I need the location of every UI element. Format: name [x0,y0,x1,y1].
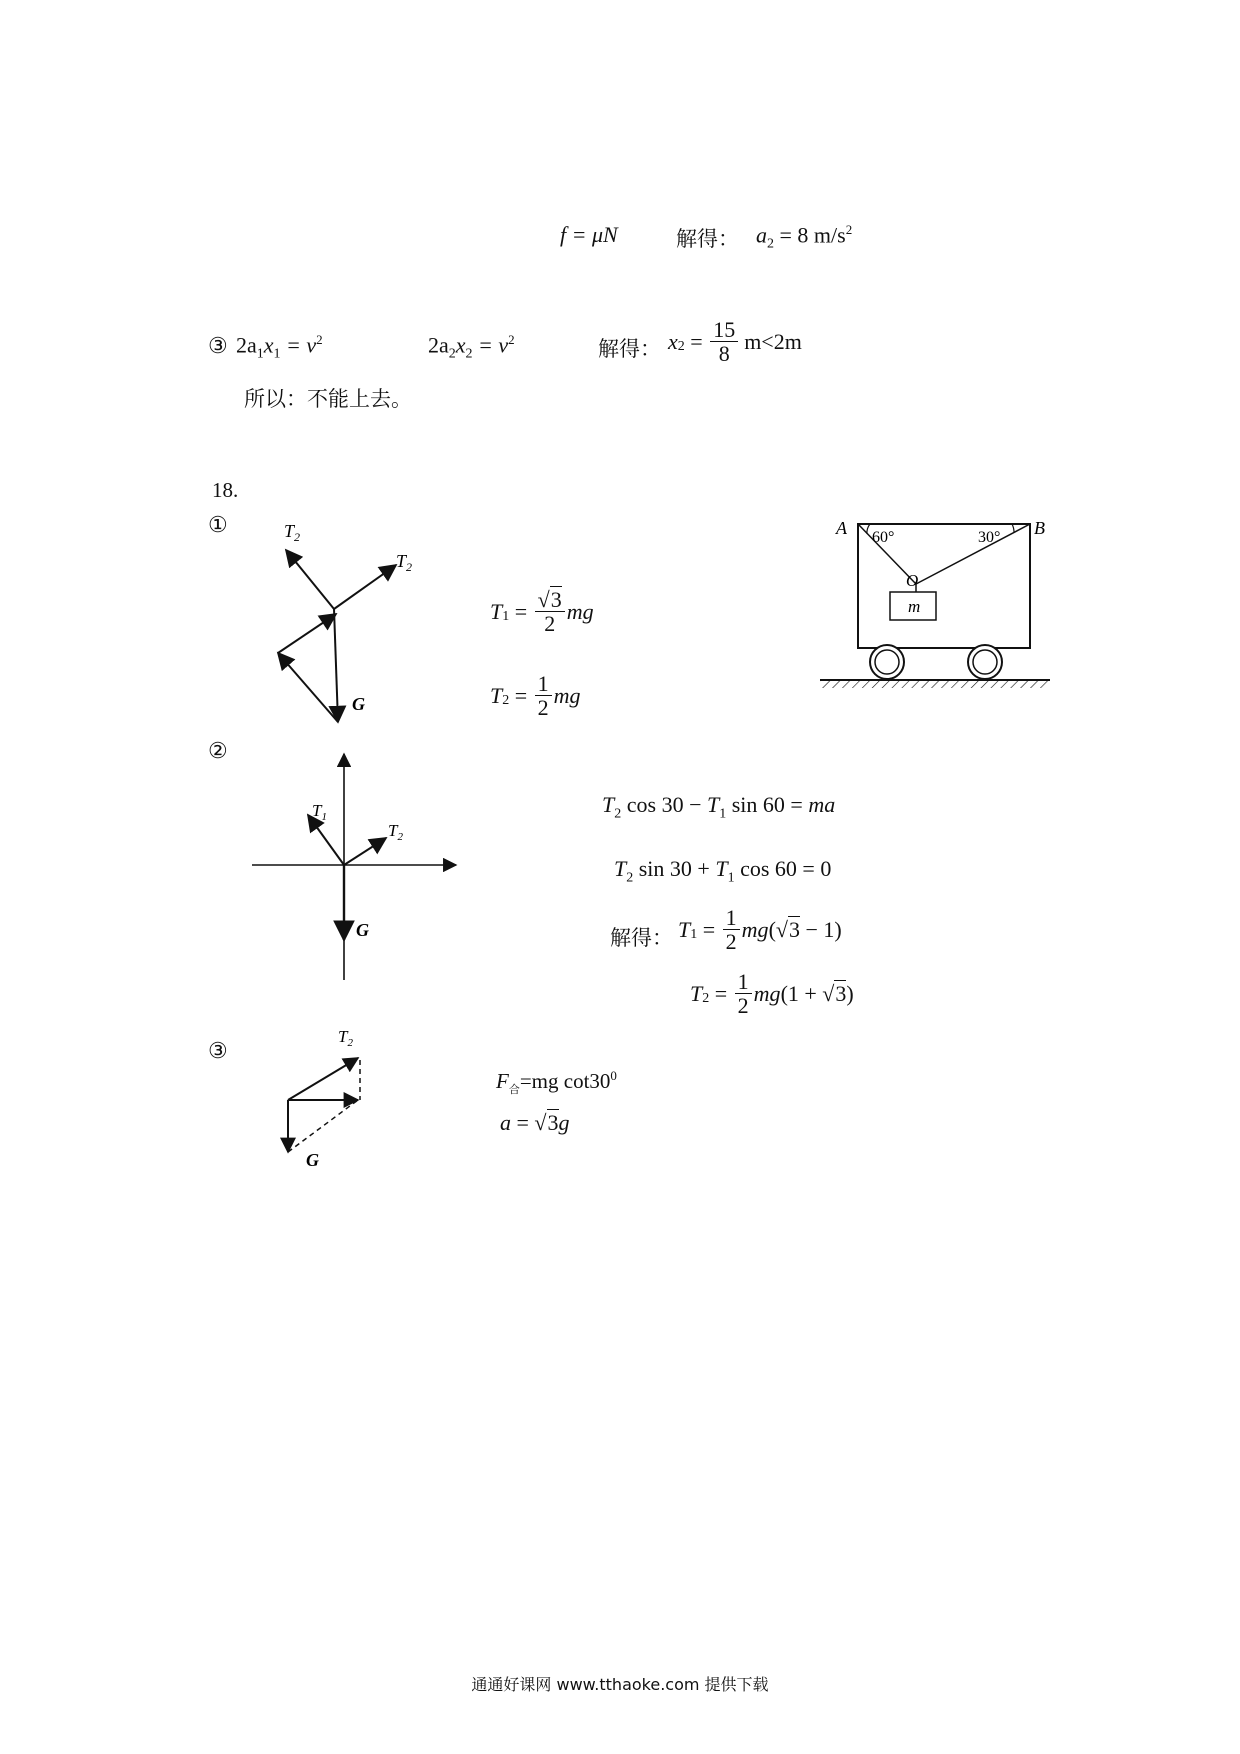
label-t2-right: $T_2$ [396,551,413,574]
label-g: G [352,694,365,714]
horizontal-equation: $T_2$ $\cos 30 - T_1$ sin 60 = ma [602,792,836,822]
label-o: O [906,571,919,590]
solve-label-t: 解得： [610,926,673,950]
angle-arc-right [1012,524,1014,532]
ground-hatch [820,680,1050,688]
label-a: A [836,518,847,538]
label-b: B [1034,518,1045,538]
g-vector [334,609,338,722]
label-t2: $T_2$ [338,1027,353,1049]
x2-result: x $_2$ = $\frac{15}{8}$ m<2m [668,317,802,367]
label-g: G [306,1150,319,1170]
label-m: m [908,597,921,616]
kinematic-eq-2: $2a_2x_2 = v^2$ [428,332,515,362]
cart-diagram [820,512,1070,697]
vertical-equation: $T_2$ $\sin 30 + T_1$ cos 60 = 0 [614,856,832,886]
part18-marker-1: ① [208,512,228,537]
part18-marker-3: ③ [208,1038,228,1063]
solve-label-x2: 解得： [598,337,661,361]
a2-result: $a_2 = 8$ $m/s^2$ [756,222,853,252]
t2-vector [288,1058,358,1100]
angle-arc-left [867,524,870,534]
force-diagram-3 [270,1020,390,1175]
closing-vector-upper [278,614,336,653]
solve-label-a2: 解得： [676,227,739,251]
force-diagram-2 [240,740,470,990]
label-t2: $T_2$ [388,821,403,843]
t2-right-vector [334,565,396,609]
label-t1: $T_1$ [312,801,327,823]
net-force-equation: $F_合=mg$ $\cot 30^0$ [496,1068,617,1097]
question-number-18: 18. [212,478,239,502]
closing-vector-lower [278,653,338,722]
dashed-diagonal [288,1100,358,1152]
label-angle-30: 30° [978,529,1001,546]
t1-solution: T $_1$ = $\frac{1}{2}$ mg ( √ 3 − 1) [678,905,842,955]
t2-upper-vector [286,550,334,609]
t1-equation: T $_1$ = $\frac{√3}{2}$ mg [490,587,594,637]
page-footer: 通通好课网 www.tthaoke.com 提供下载 [471,1675,769,1694]
friction-equation: f = μN [560,222,618,247]
label-t2-top: $T_2$ [284,521,301,544]
part18-marker-2: ② [208,738,228,763]
part17-marker-3: ③ [208,333,228,358]
t2-solution: T $_2$ = $\frac{1}{2}$ mg (1 + √ 3 ) [690,969,854,1019]
kinematic-eq-1: $2a_1x_1 = v^2$ [236,332,323,362]
rope-b [916,524,1030,584]
force-diagram-1 [240,505,440,735]
t2-vector [344,838,386,865]
conclusion-text: 所以：不能上去。 [244,387,412,411]
t2-equation: T $_2$ = $\frac{1}{2}$ mg [490,671,581,721]
label-g: G [356,920,369,940]
acceleration-equation: a = √3g [500,1110,570,1135]
label-angle-60: 60° [872,529,895,546]
